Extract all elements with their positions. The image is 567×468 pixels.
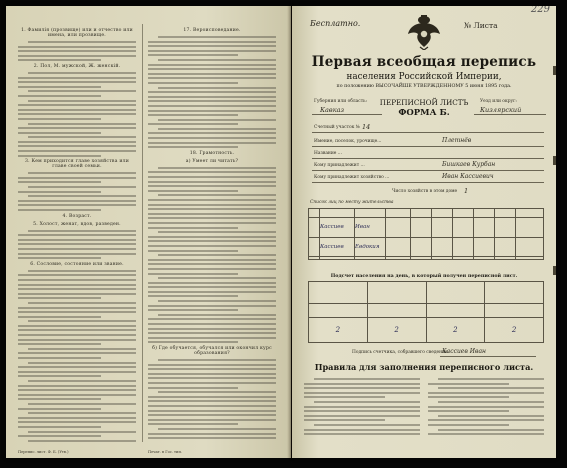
text-line xyxy=(428,396,509,398)
text-line xyxy=(438,415,544,417)
text-line xyxy=(428,406,544,408)
text-line xyxy=(148,100,276,102)
text-line xyxy=(18,375,101,377)
census-district-number: 14 xyxy=(362,123,371,131)
district-row-line xyxy=(312,132,544,133)
text-line xyxy=(148,91,276,93)
text-line xyxy=(18,343,101,345)
text-line xyxy=(148,204,276,206)
text-line xyxy=(28,72,136,74)
text-line xyxy=(148,199,276,201)
text-line xyxy=(148,208,276,210)
section-heading: б) Где обучается, обучался или окончил курс образования? xyxy=(152,346,272,356)
field-value: Бишкаев Курбан xyxy=(442,161,496,168)
text-line xyxy=(158,359,276,361)
text-line xyxy=(18,357,101,359)
text-line xyxy=(18,389,136,391)
text-line xyxy=(428,392,544,394)
text-line xyxy=(28,123,136,125)
text-line xyxy=(148,105,276,107)
text-line xyxy=(28,100,136,102)
text-line xyxy=(18,86,101,88)
text-line xyxy=(148,323,276,325)
signature-underline xyxy=(440,356,536,357)
text-line xyxy=(28,41,136,43)
sheet-number-label: № Листа xyxy=(464,21,498,30)
census-title: Первая всеобщая перепись xyxy=(311,54,537,70)
text-line xyxy=(148,68,276,70)
text-line xyxy=(148,45,276,47)
left-footer-note: Перепис. лист. Ф. Б. (Утв.) xyxy=(18,450,69,454)
text-line xyxy=(304,419,385,421)
summary-table xyxy=(308,281,544,343)
text-line xyxy=(18,297,101,299)
handwritten-sheet-number: 229 xyxy=(530,6,550,15)
rules-column-1 xyxy=(304,378,420,446)
field-underline xyxy=(312,146,544,147)
text-line xyxy=(148,142,276,144)
text-line xyxy=(438,378,544,380)
form-subtitle: ФОРМА Б. xyxy=(398,108,450,118)
text-line xyxy=(158,119,276,121)
text-line xyxy=(18,248,136,250)
right-page xyxy=(292,6,556,458)
text-line xyxy=(148,171,276,173)
summary-value: 2 xyxy=(367,318,426,343)
text-line xyxy=(18,181,101,183)
summary-value: 2 xyxy=(309,318,368,343)
field-label: Кому принадлежит ... xyxy=(314,163,365,168)
text-line xyxy=(18,55,136,57)
province-label: Губерния или область: xyxy=(314,99,368,104)
text-line xyxy=(148,268,276,270)
text-line xyxy=(148,423,238,425)
summary-value: 2 xyxy=(485,318,544,343)
text-line xyxy=(148,400,276,402)
text-line xyxy=(28,302,136,304)
text-line xyxy=(18,127,136,129)
text-line xyxy=(18,77,136,79)
text-line xyxy=(438,429,544,431)
text-line xyxy=(148,123,238,125)
text-line xyxy=(18,325,136,327)
text-line xyxy=(28,440,136,442)
text-line xyxy=(148,387,238,389)
text-line xyxy=(428,383,509,385)
text-line xyxy=(158,314,276,316)
text-line xyxy=(148,291,276,293)
table-row xyxy=(309,237,544,257)
text-line xyxy=(148,236,276,238)
field-value: Иван Кассиевич xyxy=(442,173,494,180)
text-line xyxy=(18,366,136,368)
text-line xyxy=(148,181,276,183)
section-heading: 18. Грамотность. xyxy=(189,150,235,156)
text-line xyxy=(18,145,136,147)
text-line xyxy=(148,364,276,366)
text-line xyxy=(148,433,276,435)
text-line xyxy=(28,412,136,414)
text-line xyxy=(148,132,276,134)
text-line xyxy=(148,137,276,139)
text-line xyxy=(18,311,136,313)
household-count-value: 1 xyxy=(464,187,469,195)
text-line xyxy=(148,437,276,439)
text-line xyxy=(304,415,420,417)
text-line xyxy=(18,109,136,111)
text-line xyxy=(28,431,136,433)
text-line xyxy=(148,222,276,224)
text-line xyxy=(148,377,276,379)
form-title: ПЕРЕПИСНОЙ ЛИСТЪ xyxy=(379,98,469,107)
text-line xyxy=(18,239,136,241)
text-line xyxy=(148,332,276,334)
text-line xyxy=(18,385,136,387)
text-line xyxy=(304,433,420,435)
text-line xyxy=(148,382,276,384)
text-line xyxy=(148,64,276,66)
text-line xyxy=(158,277,276,279)
text-line xyxy=(28,90,136,92)
text-line xyxy=(28,230,136,232)
text-line xyxy=(148,396,276,398)
text-line xyxy=(158,128,276,130)
text-line xyxy=(304,387,420,389)
text-line xyxy=(18,435,101,437)
text-line xyxy=(28,195,136,197)
text-line xyxy=(18,234,136,236)
rules-column-2 xyxy=(428,378,544,446)
text-line xyxy=(158,300,276,302)
text-line xyxy=(18,104,136,106)
text-line xyxy=(18,334,136,336)
text-line xyxy=(28,380,136,382)
text-line xyxy=(438,401,544,403)
text-line xyxy=(28,172,136,174)
text-line xyxy=(18,253,136,255)
table-cell-value: Евдокия xyxy=(355,237,386,257)
text-line xyxy=(18,352,136,354)
census-decree: по положению ВЫСОЧАЙШЕ УТВЕРЖДЕННОМУ 5 июня 1895 года. xyxy=(336,84,512,89)
text-line xyxy=(18,155,101,157)
text-line xyxy=(148,54,238,56)
text-line xyxy=(18,417,136,419)
text-line xyxy=(18,132,101,134)
text-line xyxy=(28,136,136,138)
text-line xyxy=(148,114,238,116)
district-label: Уезд или округ: xyxy=(480,99,517,104)
text-line xyxy=(148,240,276,242)
text-line xyxy=(148,328,276,330)
household-count-label: Число хозяйств в этом доме xyxy=(392,189,458,194)
text-line xyxy=(18,150,136,152)
open-book xyxy=(6,6,556,458)
left-column-2 xyxy=(148,26,276,444)
table-cell-name: Кассиев xyxy=(320,237,355,257)
text-line xyxy=(148,185,276,187)
text-line xyxy=(148,282,276,284)
text-line xyxy=(18,293,136,295)
text-line xyxy=(28,362,136,364)
text-line xyxy=(28,270,136,272)
summary-value: 2 xyxy=(426,318,485,343)
text-line xyxy=(148,227,238,229)
text-line xyxy=(148,414,276,416)
text-line xyxy=(148,405,276,407)
text-line xyxy=(18,316,101,318)
text-line xyxy=(18,243,136,245)
text-line xyxy=(158,254,276,256)
text-line xyxy=(148,273,238,275)
rules-title: Правила для заполнения переписного листа. xyxy=(314,362,534,372)
text-line xyxy=(148,213,276,215)
text-line xyxy=(428,424,509,426)
column-divider xyxy=(142,24,143,442)
text-line xyxy=(18,339,136,341)
text-line xyxy=(18,329,136,331)
text-line xyxy=(148,176,276,178)
persons-list-label: Список лиц по месту жительства xyxy=(310,200,394,205)
text-line xyxy=(18,46,136,48)
text-line xyxy=(148,419,276,421)
text-line xyxy=(304,406,420,408)
text-line xyxy=(148,318,276,320)
text-line xyxy=(148,110,276,112)
text-line xyxy=(438,387,544,389)
census-subtitle: населения Российской Империи, xyxy=(346,72,502,82)
text-line xyxy=(18,421,136,423)
signature-value: Кассиев Иван xyxy=(442,348,487,355)
text-line xyxy=(314,424,420,426)
text-line xyxy=(158,87,276,89)
field-underline xyxy=(312,158,544,159)
section-heading: 2. Пол, М. мужской, Ж. женскій. xyxy=(33,63,121,69)
text-line xyxy=(304,392,420,394)
text-line xyxy=(18,398,101,400)
district-value: Кизлярский xyxy=(480,106,522,114)
field-underline xyxy=(312,182,544,183)
text-line xyxy=(148,373,276,375)
text-line xyxy=(148,368,276,370)
text-line xyxy=(158,167,276,169)
text-line xyxy=(148,50,276,52)
text-line xyxy=(148,305,276,307)
text-line xyxy=(148,73,276,75)
text-line xyxy=(428,410,509,412)
text-line xyxy=(304,396,385,398)
text-line xyxy=(18,191,101,193)
text-line xyxy=(158,428,276,430)
table-cell-value: Иван xyxy=(355,218,386,238)
field-label: Название ... xyxy=(314,151,342,156)
census-district-label: Счетный участок № xyxy=(314,125,360,130)
text-line xyxy=(148,263,276,265)
field-label: Кому принадлежит хозяйство ... xyxy=(314,175,390,180)
text-line xyxy=(18,279,136,281)
text-line xyxy=(18,209,101,211)
section-heading: 6. Сословие, состояние или звание. xyxy=(30,261,124,267)
text-line xyxy=(28,348,136,350)
text-line xyxy=(148,341,238,343)
text-line xyxy=(18,426,101,428)
province-value: Кавказ xyxy=(320,106,344,114)
section-heading: 5. Холост, женат, вдов, разведен. xyxy=(33,221,121,227)
free-stamp: Бесплатно. xyxy=(310,19,361,28)
section-heading: 1. Фамилія (прозвище) или и отчество или имена, или прозвище. xyxy=(21,28,133,38)
summary-title: Подсчет населения на день, в который получен переписной лист. xyxy=(330,273,518,279)
text-line xyxy=(18,284,136,286)
text-line xyxy=(314,378,420,380)
text-line xyxy=(148,77,276,79)
text-line xyxy=(148,245,276,247)
text-line xyxy=(18,50,136,52)
left-footer-printer: Печат. в Гос. тип. xyxy=(148,450,182,454)
section-heading: 4. Возраст. xyxy=(62,213,92,219)
table-row xyxy=(309,218,544,238)
text-line xyxy=(28,320,136,322)
text-line xyxy=(148,190,238,192)
text-line xyxy=(148,337,276,339)
text-line xyxy=(304,410,420,412)
text-line xyxy=(158,231,276,233)
text-line xyxy=(18,288,136,290)
field-value: Плетнёв xyxy=(442,137,472,144)
text-line xyxy=(148,41,276,43)
text-line xyxy=(158,59,276,61)
left-column-1 xyxy=(18,26,136,444)
field-label: Имение, поселок, урочище... xyxy=(314,139,382,144)
section-heading: а) Умеет ли читать? xyxy=(185,158,239,164)
text-line xyxy=(304,429,420,431)
text-line xyxy=(158,194,276,196)
text-line xyxy=(18,118,101,120)
text-line xyxy=(148,286,276,288)
text-line xyxy=(18,408,101,410)
text-line xyxy=(304,383,420,385)
left-page xyxy=(6,6,291,458)
text-line xyxy=(18,141,136,143)
text-line xyxy=(314,401,420,403)
text-line xyxy=(428,419,544,421)
text-line xyxy=(148,259,276,261)
text-line xyxy=(18,257,101,259)
text-line xyxy=(428,433,544,435)
text-line xyxy=(18,113,136,115)
text-line xyxy=(148,96,276,98)
text-line xyxy=(28,186,136,188)
text-line xyxy=(18,200,136,202)
text-line xyxy=(158,391,276,393)
text-line xyxy=(18,95,101,97)
section-heading: 3. Кем приходится главе хозяйства или главе своей семьи. xyxy=(25,159,129,170)
text-line xyxy=(18,307,136,309)
text-line xyxy=(158,36,276,38)
text-line xyxy=(18,204,136,206)
section-heading: 17. Вероисповедание. xyxy=(183,28,241,33)
text-line xyxy=(148,250,238,252)
text-line xyxy=(148,309,238,311)
text-line xyxy=(28,403,136,405)
text-line xyxy=(18,177,136,179)
text-line xyxy=(18,59,101,61)
table-cell-name: Кассиев xyxy=(320,218,355,238)
tab-marker xyxy=(553,156,556,165)
text-line xyxy=(148,217,276,219)
text-line xyxy=(148,410,276,412)
text-line xyxy=(18,81,136,83)
persons-table xyxy=(308,208,544,260)
text-line xyxy=(18,394,136,396)
text-line xyxy=(18,371,136,373)
text-line xyxy=(148,146,238,148)
district-underline xyxy=(474,114,546,115)
text-line xyxy=(148,295,238,297)
text-line xyxy=(148,82,238,84)
field-underline xyxy=(312,170,544,171)
imperial-eagle-icon xyxy=(407,14,441,50)
text-line xyxy=(18,274,136,276)
signature-label: Подпись счетчика, собравшего сведения: xyxy=(352,350,450,355)
